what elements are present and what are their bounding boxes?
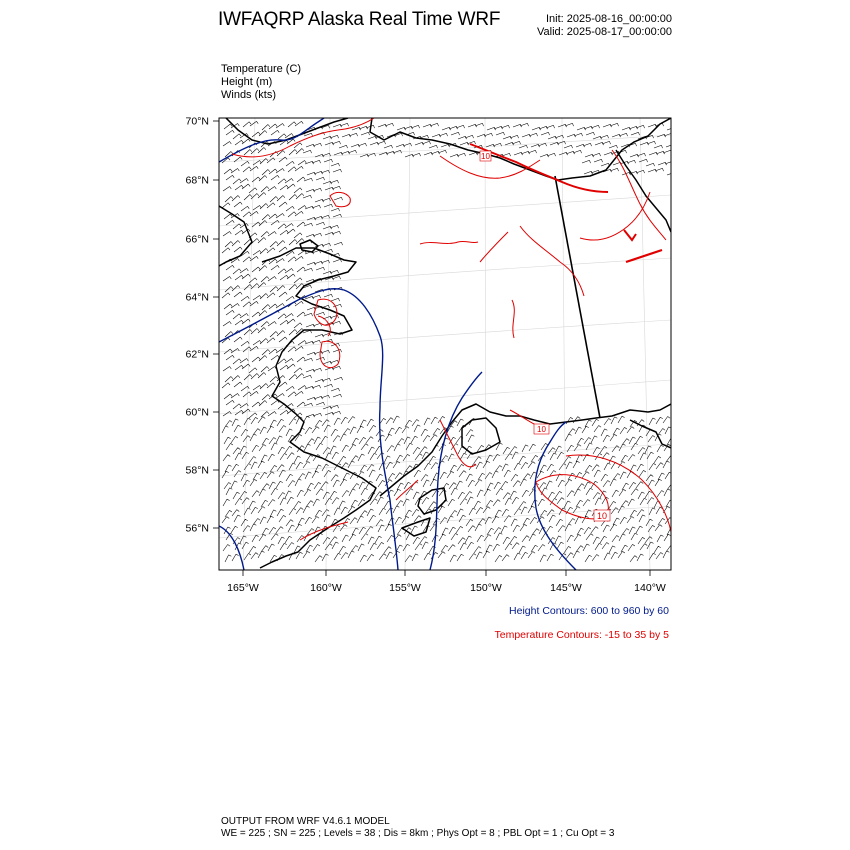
lon-label-140w: 140°W xyxy=(634,582,666,594)
temperature-contours-note: Temperature Contours: -15 to 35 by 5 xyxy=(494,629,669,641)
init-time: Init: 2025-08-16_00:00:00 xyxy=(546,13,672,25)
lat-label-60: 60°N xyxy=(185,406,209,419)
lon-label-150w: 150°W xyxy=(470,582,502,594)
model-info-line-1: OUTPUT FROM WRF V4.6.1 MODEL xyxy=(221,816,390,827)
lat-label-56: 56°N xyxy=(185,522,209,535)
height-field-label: Height (m) xyxy=(221,76,273,88)
height-contours xyxy=(219,118,576,570)
height-contours-note: Height Contours: 600 to 960 by 60 xyxy=(509,605,669,617)
lon-label-165w: 165°W xyxy=(227,582,259,594)
lat-label-70: 70°N xyxy=(185,115,209,128)
map-title: IWFAQRP Alaska Real Time WRF xyxy=(218,9,501,30)
lat-label-64: 64°N xyxy=(185,291,209,304)
temperature-field-label: Temperature (C) xyxy=(221,63,302,75)
winds-field-label: Winds (kts) xyxy=(221,89,276,101)
valid-time: Valid: 2025-08-17_00:00:00 xyxy=(537,26,672,38)
lon-label-155w: 155°W xyxy=(389,582,421,594)
international-border xyxy=(555,176,600,418)
contour-label-3: 10 xyxy=(596,511,608,521)
lat-label-68: 68°N xyxy=(185,174,209,187)
lat-label-62: 62°N xyxy=(185,348,209,361)
longitude-axis xyxy=(243,570,650,576)
contour-label-2: 10 xyxy=(537,425,546,434)
lon-label-160w: 160°W xyxy=(310,582,342,594)
model-info-line-2: WE = 225 ; SN = 225 ; Levels = 38 ; Dis = 8km ; Phys Opt = 8 ; PBL Opt = 1 ; Cu Opt = 3 xyxy=(221,828,615,839)
lat-label-66: 66°N xyxy=(185,233,209,246)
contour-label-1: 10 xyxy=(481,152,490,161)
latitude-axis xyxy=(213,121,219,528)
lon-label-145w: 145°W xyxy=(550,582,582,594)
lat-label-58: 58°N xyxy=(185,464,209,477)
